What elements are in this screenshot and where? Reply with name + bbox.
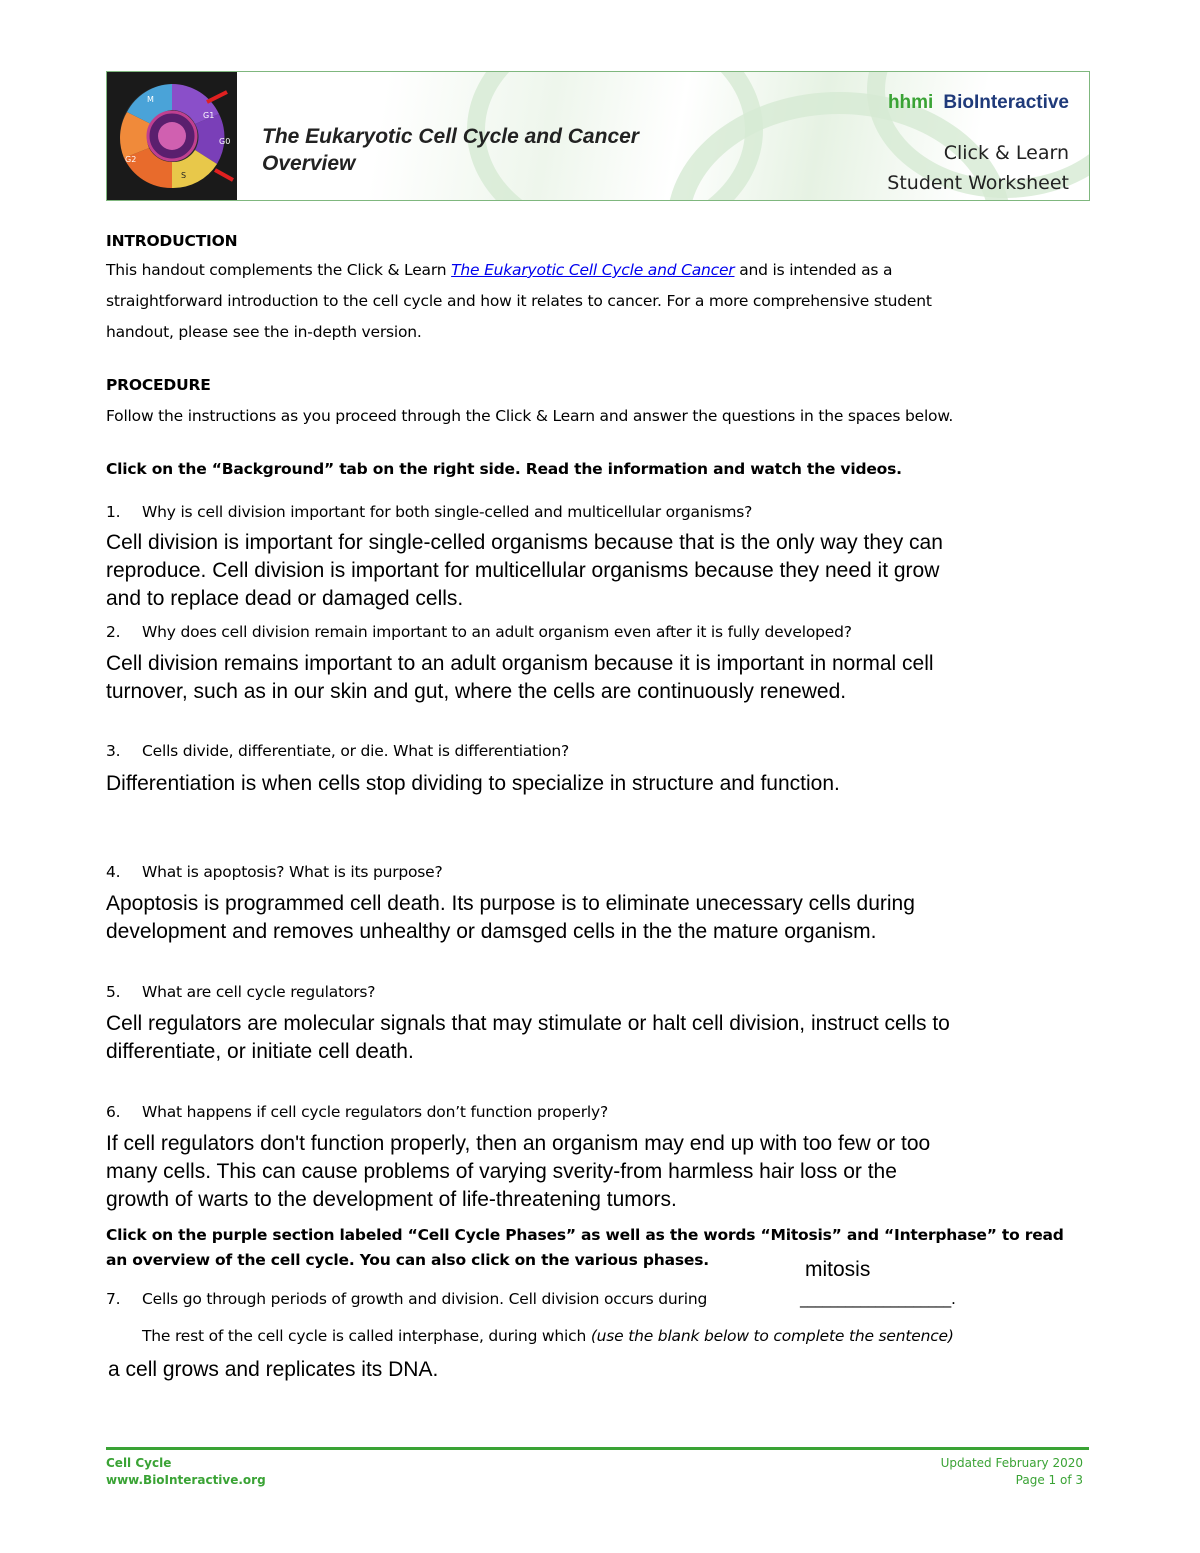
answer-blank-line[interactable]: ____________________. <box>800 1290 956 1308</box>
instruction-background: Click on the “Background” tab on the right side. Read the information and watch the videos. <box>106 460 902 478</box>
logo-label-s: S <box>181 171 187 180</box>
answer-line: a cell grows and replicates its DNA. <box>108 1358 439 1381</box>
question-5 <box>106 983 375 1001</box>
question-7 <box>106 1290 707 1308</box>
answer-line: If cell regulators don't function properly, then an organism may end up with too few or too <box>106 1132 931 1155</box>
logo-label-g0: G0 <box>219 137 231 146</box>
answer-line: Cell division remains important to an adult organism because it is important in normal cell <box>106 652 934 675</box>
answer-line: Differentiation is when cells stop dividing to specialize in structure and function. <box>106 772 840 795</box>
question-number: 2. <box>106 623 121 641</box>
student-worksheet-label: Student Worksheet <box>887 172 1069 194</box>
question-text: Why is cell division important for both single-celled and multicellular organisms? <box>142 503 753 521</box>
answer-line: many cells. This can cause problems of varying sverity-from harmless hair loss or the <box>106 1160 897 1183</box>
question-text: Cells go through periods of growth and division. Cell division occurs during <box>142 1290 708 1308</box>
intro-line-3: handout, please see the in-depth version. <box>106 323 422 341</box>
intro-text-after: and is intended as a <box>734 261 893 279</box>
answer-line: Cell division is important for single-celled organisms because that is the only way they can <box>106 531 943 554</box>
question-7-followup <box>142 1327 954 1345</box>
answer-line: and to replace dead or damaged cells. <box>106 587 464 610</box>
blank-answer-mitosis[interactable]: mitosis <box>805 1258 871 1281</box>
question-number: 7. <box>106 1290 121 1308</box>
instruction-cell-cycle-phases: Click on the purple section labeled “Cell Cycle Phases” as well as the words “Mitosis” and “Interphase” to read <box>106 1226 1064 1244</box>
footer-divider <box>106 1447 1089 1450</box>
question-6 <box>106 1103 608 1121</box>
answer-line: Cell regulators are molecular signals that may stimulate or halt cell division, instruct cells to <box>106 1012 950 1035</box>
instruction-cell-cycle-phases-2: an overview of the cell cycle. You can also click on the various phases. <box>106 1251 709 1269</box>
question-3 <box>106 742 569 760</box>
answer-line: turnover, such as in our skin and gut, where the cells are continuously renewed. <box>106 680 847 703</box>
click-learn-link[interactable]: The Eukaryotic Cell Cycle and Cancer <box>451 261 735 279</box>
answer-7[interactable] <box>108 1356 438 1384</box>
procedure-heading: PROCEDURE <box>106 376 211 394</box>
question-number: 1. <box>106 503 121 521</box>
footer-updated: Updated February 2020 <box>940 1456 1083 1470</box>
procedure-text: Follow the instructions as you proceed through the Click & Learn and answer the questions in the spaces below. <box>106 407 954 425</box>
brand-hhmi: hhmi <box>887 92 934 113</box>
intro-heading: INTRODUCTION <box>106 232 238 250</box>
footer-website[interactable]: www.BioInteractive.org <box>106 1473 266 1487</box>
question-number: 6. <box>106 1103 121 1121</box>
followup-hint: (use the blank below to complete the sentence) <box>590 1327 954 1345</box>
answer-6[interactable] <box>106 1130 930 1214</box>
document-title: The Eukaryotic Cell Cycle and Cancer <box>262 125 639 148</box>
question-number: 3. <box>106 742 121 760</box>
question-1 <box>106 503 752 521</box>
question-2 <box>106 623 852 641</box>
answer-3[interactable] <box>106 770 840 798</box>
brand-logo <box>888 92 1069 114</box>
question-text: What is apoptosis? What is its purpose? <box>142 863 443 881</box>
followup-text: The rest of the cell cycle is called interphase, during which <box>142 1327 591 1345</box>
answer-line: Apoptosis is programmed cell death. Its purpose is to eliminate unecessary cells during <box>106 892 915 915</box>
question-text: Cells divide, differentiate, or die. What is differentiation? <box>142 742 570 760</box>
question-4 <box>106 863 443 881</box>
question-text: Why does cell division remain important to an adult organism even after it is fully developed? <box>142 623 852 641</box>
header-banner <box>106 71 1090 201</box>
footer-topic: Cell Cycle <box>106 1456 172 1470</box>
intro-text: This handout complements the Click & Learn <box>106 261 452 279</box>
question-number: 5. <box>106 983 121 1001</box>
footer-page-number: Page 1 of 3 <box>1015 1473 1083 1487</box>
logo-label-g2: G2 <box>125 155 137 164</box>
intro-line-2: straightforward introduction to the cell cycle and how it relates to cancer. For a more comprehensive student <box>106 292 932 310</box>
answer-1[interactable] <box>106 529 943 613</box>
intro-line-1 <box>106 261 892 279</box>
answer-line: growth of warts to the development of life-threatening tumors. <box>106 1188 677 1211</box>
brand-name: BioInteractive <box>943 92 1069 113</box>
question-number: 4. <box>106 863 121 881</box>
document-subtitle: Overview <box>262 152 356 175</box>
answer-line: reproduce. Cell division is important for multicellular organisms because they need it grow <box>106 559 940 582</box>
logo-label-g1: G1 <box>203 111 215 120</box>
answer-2[interactable] <box>106 650 934 706</box>
question-text: What happens if cell cycle regulators don’t function properly? <box>142 1103 608 1121</box>
click-learn-label: Click & Learn <box>943 142 1069 164</box>
logo-label-m: M <box>147 95 154 104</box>
answer-5[interactable] <box>106 1010 950 1066</box>
question-text: What are cell cycle regulators? <box>142 983 376 1001</box>
answer-line: differentiate, or initiate cell death. <box>106 1040 414 1063</box>
cell-cycle-logo <box>107 72 237 200</box>
answer-line: development and removes unhealthy or damsged cells in the the mature organism. <box>106 920 877 943</box>
answer-4[interactable] <box>106 890 915 946</box>
